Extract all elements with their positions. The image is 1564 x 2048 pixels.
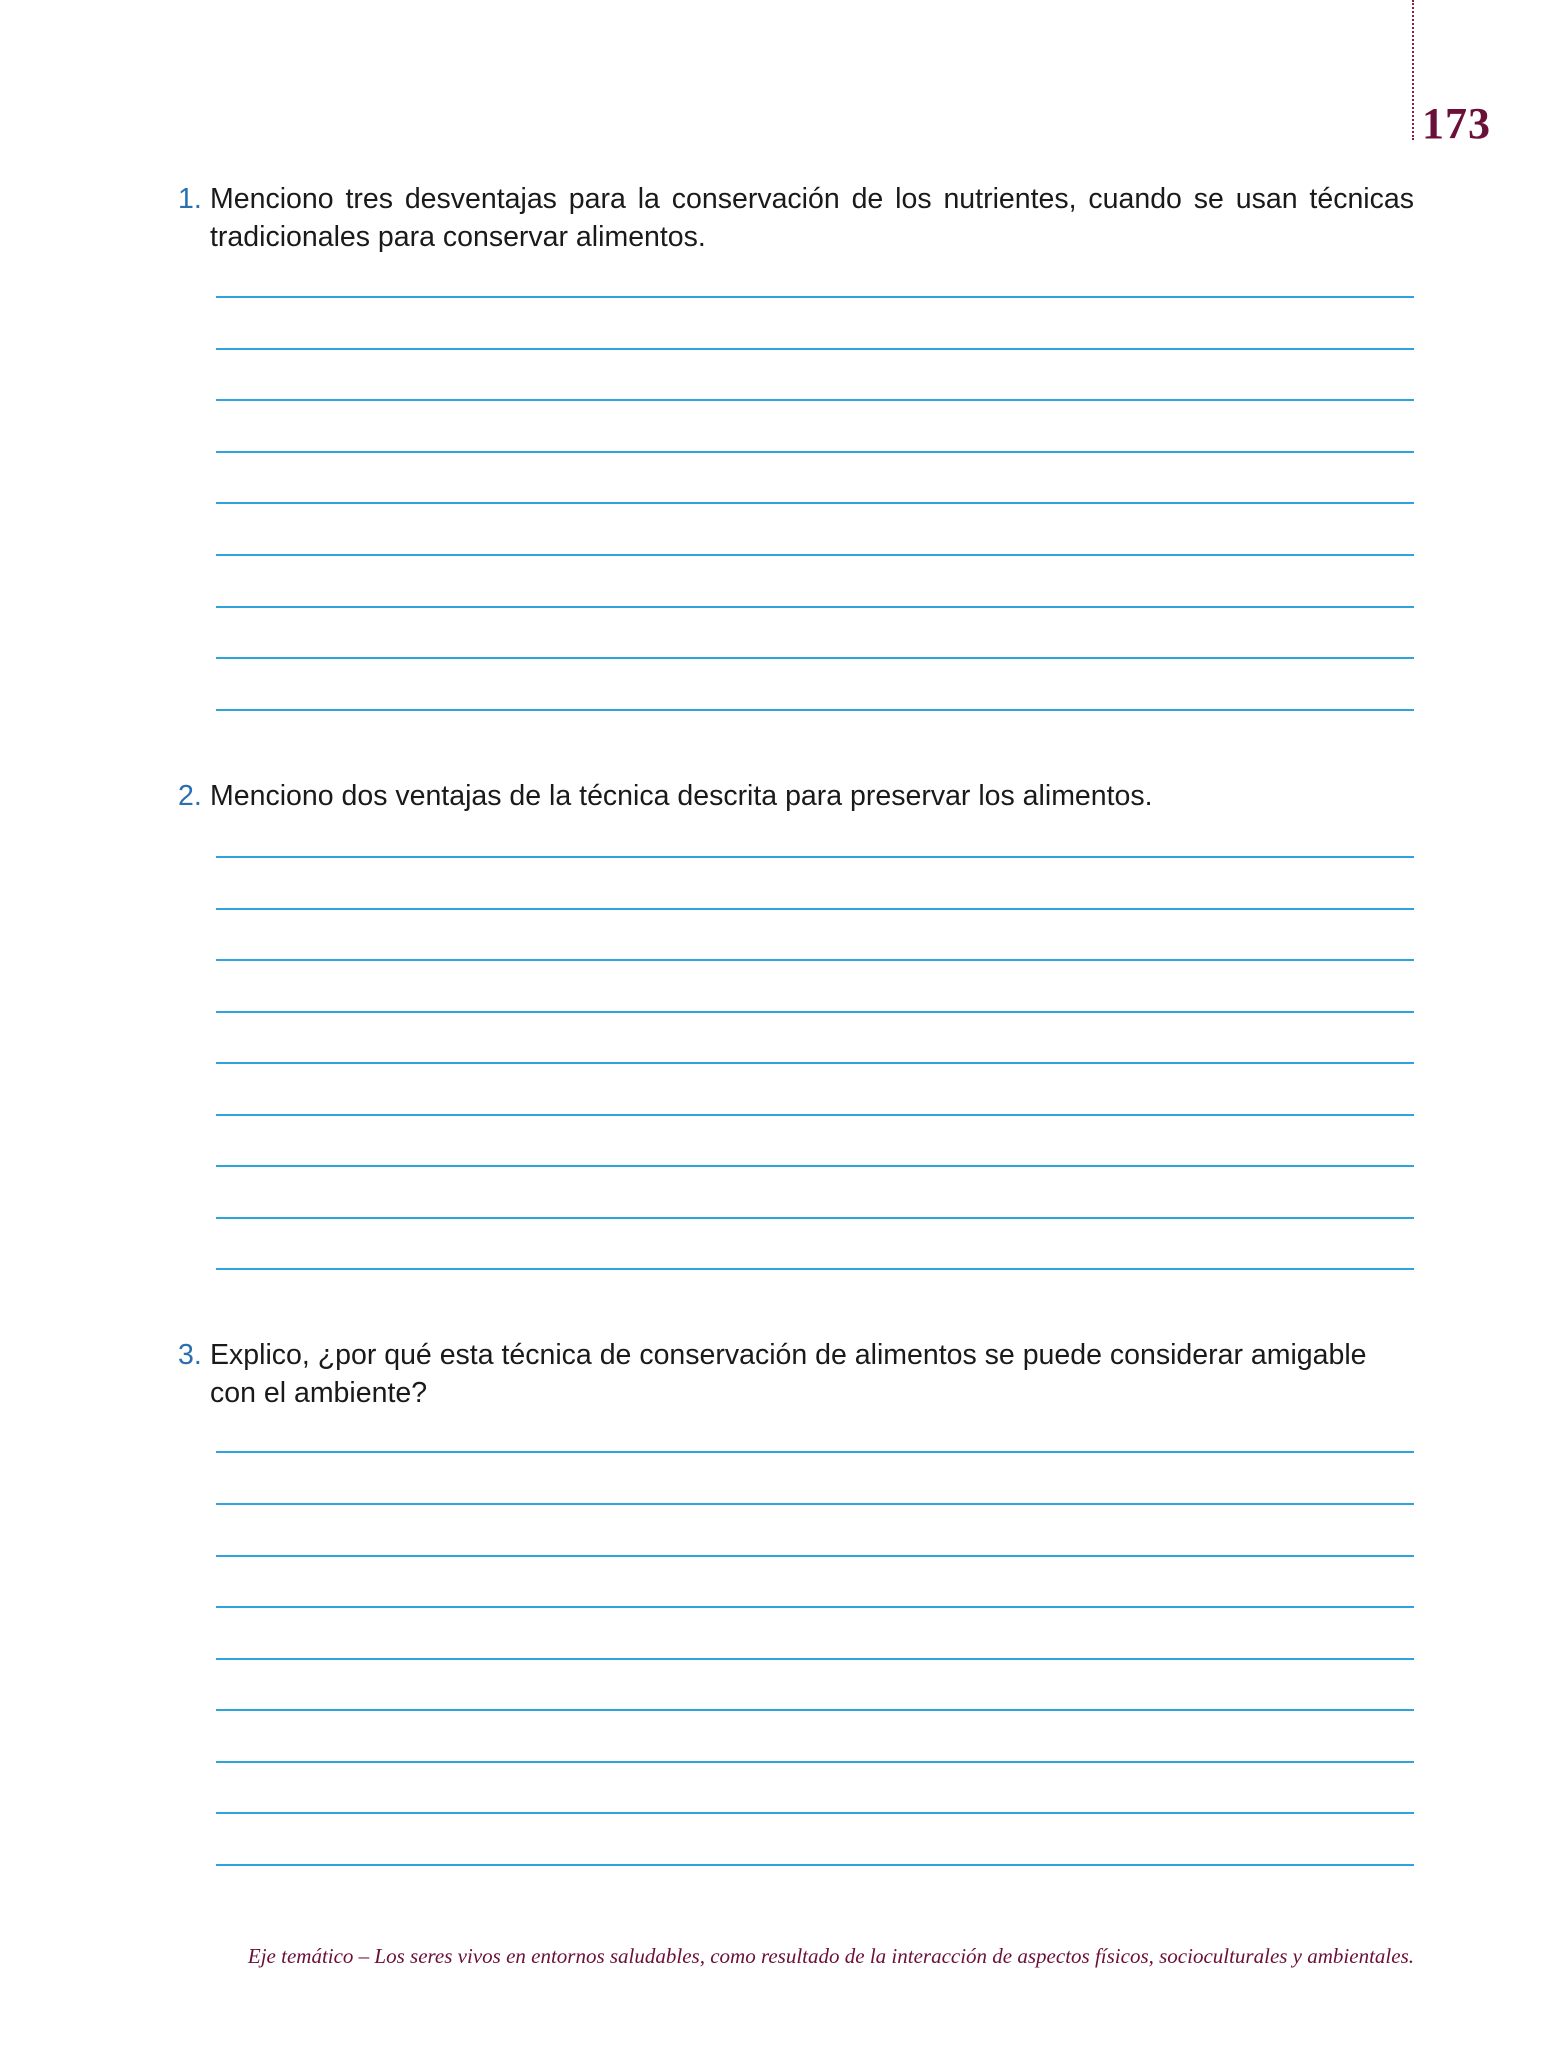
question-3-number: 3. [178,1339,202,1371]
answer-line[interactable] [216,908,1414,910]
answer-line[interactable] [216,606,1414,608]
answer-line[interactable] [216,856,1414,858]
question-2 [178,777,1414,815]
page-number: 173 [1422,99,1491,148]
answer-line[interactable] [216,709,1414,711]
answer-line[interactable] [216,1812,1414,1814]
answer-line[interactable] [216,1165,1414,1167]
answer-line[interactable] [216,1658,1414,1660]
answer-line[interactable] [216,959,1414,961]
question-1 [178,180,1414,256]
answer-line[interactable] [216,1555,1414,1557]
footer-thematic-axis: Eje temático – Los seres vivos en entornos saludables, como resultado de la interacción de aspectos físicos, socioculturales y ambientales. [247,1944,1414,1968]
answer-line[interactable] [216,1062,1414,1064]
answer-line[interactable] [216,1217,1414,1219]
answer-line[interactable] [216,451,1414,453]
answer-line[interactable] [216,1268,1414,1270]
answer-line[interactable] [216,1761,1414,1763]
answer-line[interactable] [216,1709,1414,1711]
answer-line[interactable] [216,1451,1414,1453]
answer-line[interactable] [216,1864,1414,1866]
answer-line[interactable] [216,1114,1414,1116]
answer-line[interactable] [216,1503,1414,1505]
question-1-number: 1. [178,183,202,215]
answer-line[interactable] [216,296,1414,298]
page-margin-dotted-rule [1412,0,1414,140]
answer-line[interactable] [216,1606,1414,1608]
question-3-text: Explico, ¿por qué esta técnica de conservación de alimentos se puede considerar amigable con el ambiente? [210,1339,1367,1409]
answer-line[interactable] [216,1011,1414,1013]
question-1-text: Menciono tres desventajas para la conservación de los nutrientes, cuando se usan técnicas tradicionales para conservar alimentos. [210,183,1414,253]
answer-line[interactable] [216,502,1414,504]
answer-line[interactable] [216,554,1414,556]
answer-line[interactable] [216,657,1414,659]
answer-line[interactable] [216,348,1414,350]
question-3 [178,1336,1414,1412]
answer-line[interactable] [216,399,1414,401]
question-2-text: Menciono dos ventajas de la técnica descrita para preservar los alimentos. [210,780,1153,812]
question-2-number: 2. [178,780,202,812]
